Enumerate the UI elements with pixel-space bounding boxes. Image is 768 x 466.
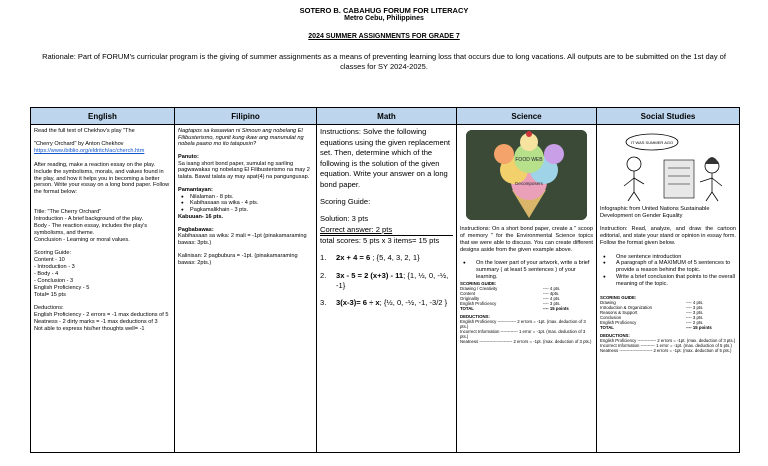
filipino-question: Nagtapos sa kasawian ni Simoun ang nobelang El Filibusterismo, ngunit kung ikaw ang manunulat ng nobela paano mo ito tatapusin? [178, 128, 304, 148]
kabuuan: Kabuuan- 16 pts. [178, 213, 224, 220]
science-summary-task: ● On the lower part of your artwork, write a brief summary ( at least 5 sentences ) of your learning. [460, 260, 593, 281]
assignments-table [30, 107, 740, 453]
math-total-score: total scores: 5 pts x 3 items= 15 pts [320, 236, 440, 246]
format-item: ● Write a brief conclusion that points to the overall meaning of the topic. [600, 274, 736, 288]
deduction-item: Not able to express his/her thoughts well= -1 [34, 325, 145, 332]
pamantayan-heading: Pamantayan: [178, 187, 213, 194]
deduction-item: Neatness ----------------------- 2 errors = -1pt. (max. deduction of 3 pts.) [460, 338, 592, 344]
gender-equality-cartoon [604, 130, 738, 202]
score-label: Reasons & Support [600, 309, 638, 315]
column-header-science: Science [457, 108, 597, 125]
organization-name: SOTERO B. CABAHUG FORUM FOR LITERACY [299, 6, 469, 15]
panuto-heading: Panuto: [178, 154, 199, 161]
pamantayan-item: ● Nilalaman - 8 pts. [178, 194, 313, 201]
question-number: 3. [320, 298, 327, 308]
math-answer-points: Correct answer: 2 pts [320, 224, 393, 234]
score-label: Drawing [600, 299, 616, 305]
score-value: ---- 4 pts. [543, 285, 561, 291]
column-header-social-studies: Social Studies [597, 108, 740, 125]
score-label: English Proficiency [600, 319, 637, 325]
equation: 2x + 4 = 6 [336, 253, 371, 263]
format-conclusion: Conclusion - Learning or moral values. [34, 236, 130, 243]
deductions-heading: Deductions: [34, 305, 64, 312]
replacement-set: ; {5, 4, 3, 2, 1} [370, 253, 420, 263]
math-instructions: Instructions: Solve the following equations using the given replacement set. Then, determine which of the following is the solution of the given equation. Write your answer on a long bond paper. [320, 127, 451, 189]
score-label: TOTAL [600, 324, 614, 330]
score-label: Introduction & Organization [600, 304, 653, 310]
question-number: 1. [320, 253, 327, 263]
score-total: Total= 15 pts [34, 291, 66, 298]
score-value: ---- 2 pts. [686, 319, 704, 325]
score-item: Content - 10 [34, 257, 65, 264]
column-header-filipino: Filipino [175, 108, 317, 125]
english-instruction: Read the full text of Chekhov's play "The [34, 128, 135, 134]
deductions-heading: DEDUCTIONS: [600, 332, 630, 338]
replacement-set: ; {1, ½, 0, -½, -1} [336, 270, 449, 291]
score-value: ---- 3 pts. [686, 304, 704, 310]
score-value: ---- 3 pts. [543, 300, 561, 306]
pagbabawas-heading: Pagbabawas: [178, 226, 214, 233]
math-question-3 [320, 298, 453, 309]
scoring-guide-heading: Scoring Guide: [34, 250, 72, 257]
score-item: English Proficiency - 5 [34, 284, 90, 291]
score-label: Content [460, 290, 476, 296]
science-instructions: Instructions: On a short bond paper, create a " scoop of memory " for the Environmental Science topics that we were able to discuss. You can create different designs aside from the given example above. [460, 226, 593, 253]
pagbabawas-item: Kalinisan: 2 pagbubura = -1pt. (pinakamaraming bawas: 2pts.) [178, 252, 298, 266]
score-label: Originality [460, 295, 480, 301]
pamantayan-item: ● Pagkamalikhain - 3 pts. [178, 207, 313, 214]
deduction-item: English Proficiency ------------- 2 errors = -1pt. (max. deduction of 3 pts.) [600, 337, 736, 343]
column-header-english: English [31, 108, 175, 125]
ice-cream-illustration [466, 130, 587, 220]
score-label: TOTAL [460, 305, 474, 311]
format-body: Body - The reaction essay, includes the play's symbolisms, and theme. [34, 223, 148, 236]
score-value: ---- 4pts. [543, 290, 560, 296]
replacement-set: ; {½, 0, -½, -1, -3/2 } [379, 298, 448, 308]
deduction-item: Incorrect Information ---------- 1 error = -1pt. (max. deduction of 5 pts.) [600, 342, 732, 348]
image-label: FOOD WEB [515, 157, 543, 163]
equation: 3(x-3)= 6 ÷ x [336, 298, 380, 308]
deduction-item: English Proficiency - 2 errors = -1 max deductions of 5 [34, 312, 169, 319]
deduction-item: Incorrect Information ------------ 1 error = -1pt. (max. deduction of 3 pts.) [460, 328, 586, 339]
deduction-item: Neatness - 2 dirty marks = -1 max deductions of 3 [34, 318, 158, 325]
panuto-text: Sa isang short bond paper, sumulat ng sariling pagwawakas ng nobelang El Filibusterismo na may 2 talata. Bawat talata ay may apat(4) na pangungusap. [178, 160, 310, 181]
english-cell [31, 125, 175, 453]
format-item: ● A paragraph of a MAXIMUM of 5 sentences to provide a reason behind the topic. [600, 260, 736, 274]
score-value: ---- 3 pts. [686, 309, 704, 315]
infographic-caption: Infographic from United Nations Sustainable Development on Gender Equality [600, 206, 710, 219]
score-label: English Proficiency [460, 300, 497, 306]
table-body-row [31, 125, 740, 453]
score-item: - Introduction - 3 [34, 264, 75, 271]
english-book: "Cherry Orchard" by Anton Chekhov [34, 141, 124, 148]
score-value: ---- 15 points [543, 305, 569, 311]
social-instructions: Instruction: Read, analyze, and draw the cartoon editorial, and state your stand or opinion in essay form. Follow the format given below. [600, 226, 736, 247]
math-scoring-guide: Scoring Guide: [320, 197, 371, 207]
score-value: ---- 15 points [686, 324, 712, 330]
filipino-cell [175, 125, 317, 453]
deduction-item: English Proficiency ------------- 2 errors = -1pt. (max. deduction of 3 pts.) [460, 318, 586, 329]
speech-bubble-text: IT WAS SUMMER AGO [630, 140, 674, 145]
column-header-math: Math [317, 108, 457, 125]
table-header-row [31, 108, 740, 125]
math-solution-points: Solution: 3 pts [320, 214, 369, 224]
rationale: Rationale: Part of FORUM's curricular program is the giving of summer assignments as a means of preventing learning loss that occurs due to long vacations. All outputs are to be submitted on the 1st day of classes for SY 2024-2025. [42, 52, 726, 71]
score-item: - Conclusion - 3 [34, 277, 74, 284]
math-question-1 [320, 253, 453, 264]
score-label: Conclusion [600, 314, 622, 320]
score-value: ---- 4 pts. [543, 295, 561, 301]
science-cell [457, 125, 597, 453]
format-title: Title: "The Cherry Orchard" [34, 209, 102, 216]
score-value: ---- 4 pts. [686, 299, 704, 305]
score-label: Drawing / Creativity [460, 285, 498, 291]
document-title: 2024 SUMMER ASSIGNMENTS FOR GRADE 7 [308, 33, 460, 40]
format-introduction: Introduction - A brief background of the play. [34, 216, 144, 223]
scoring-guide-heading: SCORING GUIDE: [460, 280, 497, 286]
english-link[interactable]: https://www.ibiblio.org/eldritch/ac/cherch.htm [34, 148, 145, 155]
pamantayan-item: ● Kabihasaan sa wika - 4 pts. [178, 200, 313, 207]
deductions-heading: DEDUCTIONS: [460, 313, 490, 319]
cartoon-image [604, 130, 732, 202]
math-cell [317, 125, 457, 453]
question-number: 2. [320, 270, 327, 280]
deduction-item: Neatness ----------------------- 2 errors = -1pt. (max. deduction of 5 pts.) [600, 347, 732, 353]
scoop-of-memory-image [466, 130, 587, 220]
scoring-guide-heading: SCORING GUIDE: [600, 294, 637, 300]
score-value: ---- 3 pts. [686, 314, 704, 320]
score-item: - Body - 4 [34, 271, 59, 277]
organization-location: Metro Cebu, Philippines [344, 15, 424, 22]
social-studies-cell [597, 125, 740, 453]
english-task: After reading, make a reaction essay on the play. Include the symbolisms, morals, and values found in the play, and how it helps you in becoming a better person. Write your essay on a long bond paper. Follow the format below: [34, 161, 170, 196]
equation: 3x - 5 = 2 (x+3) - 11 [336, 270, 404, 280]
math-question-2 [320, 271, 453, 292]
pagbabawas-item: Kabihasaan sa wika: 2 mali = -1pt (pinakamaraming bawas: 3pts.) [178, 233, 307, 246]
format-item: ● One sentence introduction [600, 254, 736, 261]
image-label: Decomposers [515, 181, 543, 186]
